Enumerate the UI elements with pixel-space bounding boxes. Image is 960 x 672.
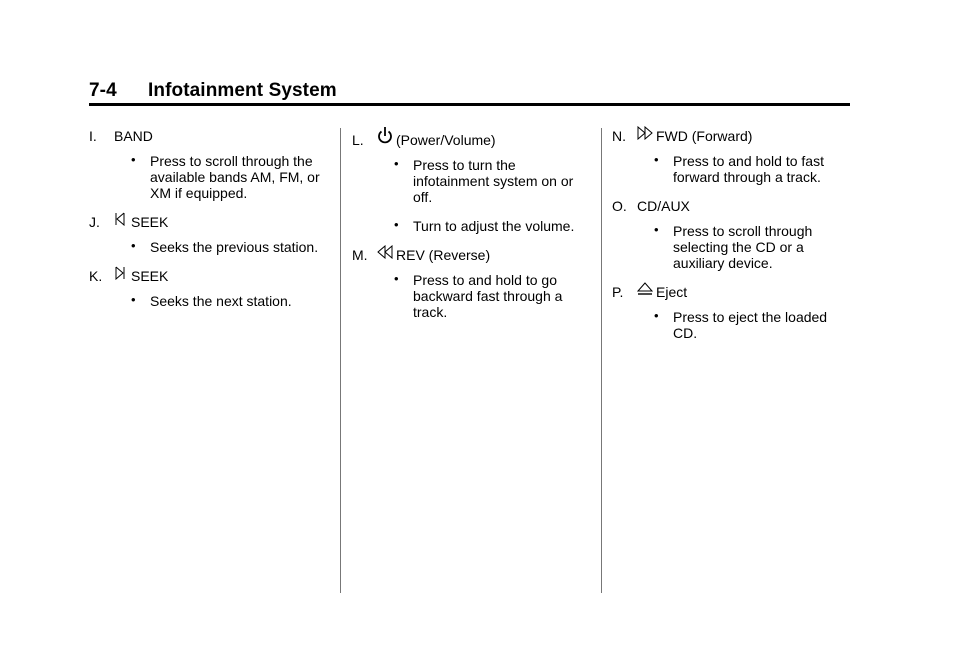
section-title: Infotainment System (148, 80, 337, 101)
bullet-item (612, 309, 852, 341)
bullet-text: Press to and hold to go backward fast through a track. (413, 272, 563, 320)
item-letter: M. (352, 247, 368, 263)
power-icon (377, 126, 393, 146)
bullet-text: Press to turn the infotainment system on or off. (413, 157, 574, 205)
bullet-glyph: • (654, 152, 659, 167)
header-rule (89, 103, 850, 106)
bullet-text: Press to eject the loaded CD. (673, 309, 828, 341)
item-heading (352, 247, 592, 263)
item-heading (89, 128, 339, 144)
column-divider (340, 128, 341, 593)
bullet-text: Press to scroll through the available bands AM, FM, or XM if equipped. (150, 153, 320, 201)
item-band (89, 128, 339, 201)
bullet-glyph: • (131, 152, 136, 167)
bullet-glyph: • (654, 222, 659, 237)
bullet-item (352, 157, 592, 205)
bullet-item (612, 223, 852, 271)
bullet-text: Turn to adjust the volume. (413, 218, 575, 234)
section-number: 7-4 (89, 80, 117, 101)
bullet-item (612, 153, 852, 185)
column-2 (352, 128, 592, 320)
item-eject (612, 284, 852, 341)
item-letter: P. (612, 284, 624, 300)
bullet-item (89, 239, 339, 255)
bullet-glyph: • (394, 271, 399, 286)
item-heading (612, 128, 852, 144)
item-letter: K. (89, 268, 103, 284)
bullet-item (352, 218, 592, 234)
item-heading (612, 284, 852, 300)
seek-forward-icon (114, 266, 128, 282)
bullet-text: Seeks the next station. (150, 293, 292, 309)
item-label: (Power/Volume) (396, 132, 496, 148)
item-heading (89, 214, 339, 230)
bullet-glyph: • (394, 217, 399, 232)
item-rev (352, 247, 592, 320)
item-label: REV (Reverse) (396, 247, 491, 263)
rewind-icon (377, 245, 393, 261)
item-label: SEEK (131, 214, 169, 230)
item-seek-previous (89, 214, 339, 255)
item-label: SEEK (131, 268, 169, 284)
item-letter: I. (89, 128, 97, 144)
item-label: FWD (Forward) (656, 128, 753, 144)
page-title (89, 80, 337, 102)
page-header (89, 80, 850, 106)
bullet-text: Press to and hold to fast forward through a track. (673, 153, 824, 185)
column-3 (612, 128, 852, 341)
item-letter: L. (352, 132, 364, 148)
column-1 (89, 128, 339, 309)
bullet-glyph: • (654, 308, 659, 323)
bullet-item (89, 293, 339, 309)
bullet-text: Seeks the previous station. (150, 239, 319, 255)
item-power-volume (352, 128, 592, 234)
bullet-item (89, 153, 339, 201)
item-letter: J. (89, 214, 100, 230)
item-heading (89, 268, 339, 284)
fast-forward-icon (637, 126, 653, 142)
item-label: CD/AUX (637, 198, 690, 214)
seek-back-icon (114, 212, 128, 228)
item-letter: O. (612, 198, 627, 214)
item-heading (612, 198, 852, 214)
item-label: BAND (114, 128, 153, 144)
column-divider (601, 128, 602, 593)
item-label: Eject (656, 284, 688, 300)
item-seek-next (89, 268, 339, 309)
bullet-item (352, 272, 592, 320)
item-heading (352, 128, 592, 148)
item-letter: N. (612, 128, 626, 144)
bullet-text: Press to scroll through selecting the CD or a auxiliary device. (673, 223, 813, 271)
bullet-glyph: • (394, 156, 399, 171)
bullet-glyph: • (131, 238, 136, 253)
item-cd-aux (612, 198, 852, 271)
eject-icon (637, 282, 653, 298)
item-fwd (612, 128, 852, 185)
bullet-glyph: • (131, 292, 136, 307)
